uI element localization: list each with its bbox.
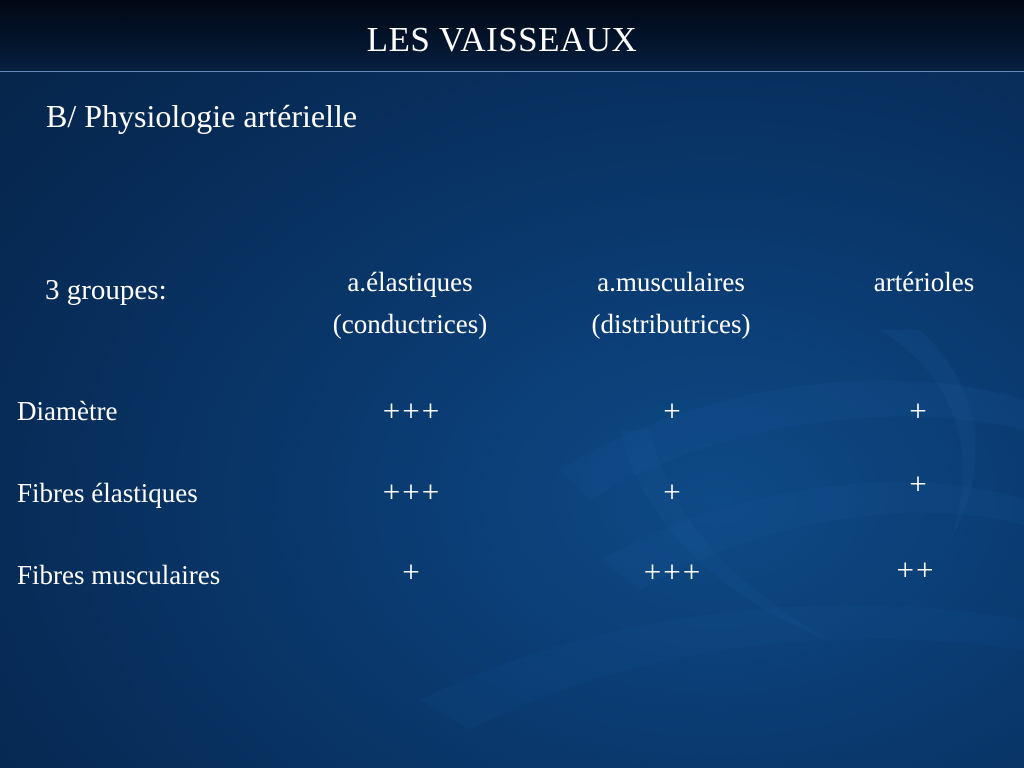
row-label-diametre: Diamètre bbox=[17, 396, 118, 426]
column-header-elastic bbox=[300, 261, 520, 345]
section-subtitle: B/ Physiologie artérielle bbox=[46, 98, 358, 134]
column-header-muscular bbox=[561, 261, 781, 345]
table-cell: +++ bbox=[382, 474, 442, 509]
row-label-fibres-elastiques: Fibres élastiques bbox=[17, 478, 198, 508]
table-cell: +++ bbox=[382, 393, 442, 428]
table-cell: + bbox=[909, 466, 929, 501]
column-header-line: (conductrices) bbox=[332, 309, 488, 339]
table-cell: ++ bbox=[896, 552, 936, 587]
table-cell: +++ bbox=[643, 554, 703, 589]
title-divider bbox=[0, 71, 1024, 72]
column-header-line: a.élastiques bbox=[347, 267, 473, 297]
table-cell: + bbox=[663, 474, 683, 509]
column-header-arterioles bbox=[819, 261, 1024, 303]
row-label-fibres-musculaires: Fibres musculaires bbox=[17, 560, 221, 590]
column-header-line: artérioles bbox=[873, 267, 975, 297]
slide-title: LES VAISSEAUX bbox=[366, 20, 638, 59]
column-header-line: a.musculaires bbox=[597, 267, 745, 297]
table-cell: + bbox=[909, 393, 929, 428]
table-cell: + bbox=[402, 554, 422, 589]
table-cell: + bbox=[663, 393, 683, 428]
groups-label: 3 groupes: bbox=[45, 274, 167, 306]
column-header-line: (distributrices) bbox=[591, 309, 751, 339]
